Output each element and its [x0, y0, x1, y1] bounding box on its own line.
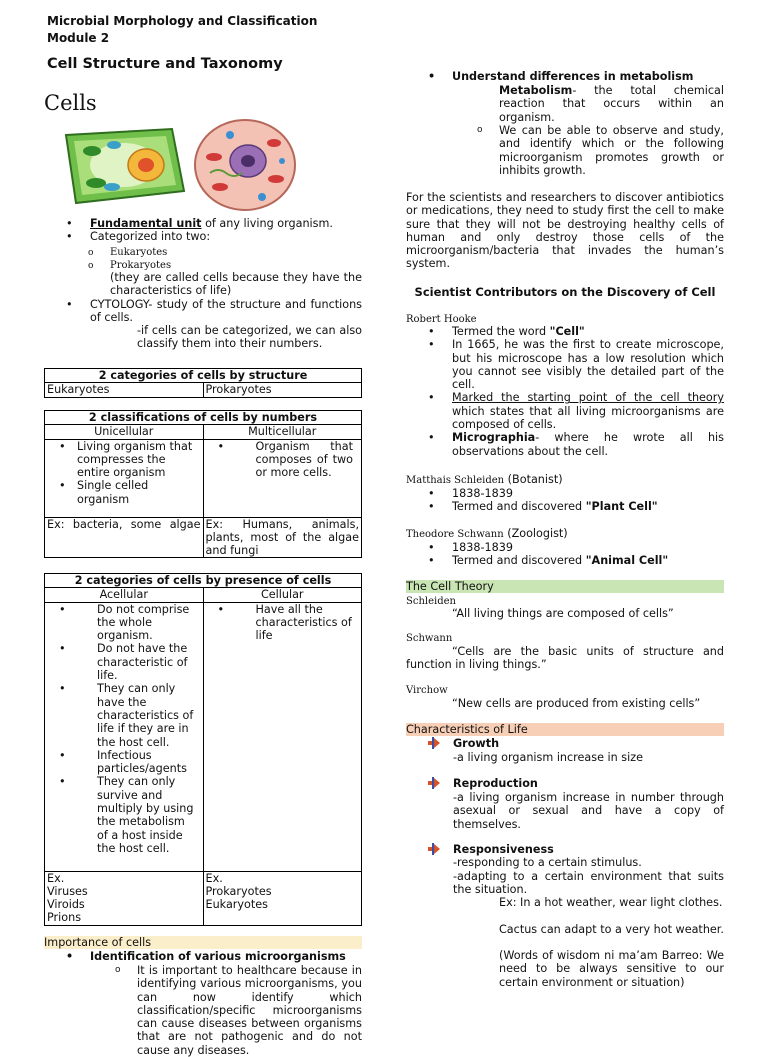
growth-desc: -a living organism increase in size	[453, 751, 643, 764]
presence-table	[44, 573, 362, 926]
responsiveness-ex3: (Words of wisdom ni ma’am Barreo: We need to be always sensitive to our certain environment or situation)	[499, 949, 724, 989]
doc-header-line2: Module 2	[47, 31, 110, 45]
fundamental-unit-term: Fundamental unit	[90, 217, 202, 230]
theory-virchow: Virchow	[406, 685, 448, 696]
hooke-1-term: "Cell"	[549, 325, 585, 338]
responsiveness-label: Responsiveness	[453, 843, 554, 856]
micrographia-term: Micrographia	[452, 431, 536, 445]
schwann-2-text: Termed and discovered	[452, 554, 586, 568]
metabolism-definition	[499, 84, 724, 124]
cells-note: (they are called cells because they have the characteristics of life)	[110, 271, 362, 298]
table-title: 2 categories of cells by structure	[45, 369, 362, 383]
schwann-role: (Zoologist)	[503, 527, 568, 540]
schwann-name-line	[406, 527, 568, 541]
list-item: • Identification of various microorganisms	[90, 950, 362, 963]
list-item: • They can only have the characteristics of life if they are in the host cell.	[47, 682, 201, 748]
theory-virchow-quote: “New cells are produced from existing cells”	[452, 697, 701, 710]
column-header: Unicellular	[45, 425, 204, 439]
characteristics-heading: Characteristics of Life	[406, 723, 724, 736]
structure-table	[44, 368, 362, 398]
table-cell: Ex: Humans, animals, plants, most of the algae and fungi	[203, 517, 362, 558]
arrow-bullet-icon	[428, 843, 440, 855]
hooke-name: Robert Hooke	[406, 314, 477, 325]
list-item: • Do not have the characteristic of life.	[47, 642, 201, 682]
theory-schleiden: Schleiden	[406, 596, 456, 607]
arrow-bullet-icon	[428, 777, 440, 789]
theory-schwann-quote: “Cells are the basic units of structure and function in living things.”	[406, 645, 724, 672]
cell-theory-heading: The Cell Theory	[406, 580, 724, 593]
column-header: Acellular	[45, 588, 204, 602]
list-item	[452, 325, 724, 338]
hooke-4-text: - where he wrote all his observations about the cell.	[452, 431, 724, 458]
importance-sub1	[137, 964, 362, 1057]
numbers-table	[44, 410, 362, 558]
plant-cell-term: "Plant Cell"	[585, 500, 658, 514]
animal-cell-term: "Animal Cell"	[585, 554, 669, 568]
table-line: Prokaryotes	[205, 884, 272, 898]
hooke-list	[452, 325, 724, 458]
responsiveness-desc2: -adapting to a certain environment that suits the situation.	[453, 870, 724, 897]
arrow-bullet-icon	[428, 737, 440, 749]
growth-label: Growth	[453, 737, 500, 750]
list-item: • Understand differences in metabolism	[452, 70, 724, 83]
list-item: • Single celled organism	[47, 479, 201, 506]
eukaryotes-label: o Eukaryotes	[110, 247, 167, 258]
theory-schwann: Schwann	[406, 633, 453, 644]
contributors-heading: Scientist Contributors on the Discovery of Cell	[414, 285, 716, 299]
reproduction-desc: -a living organism increase in number through asexual or sexual and have a copy of themselves.	[453, 791, 724, 831]
cells-heading: Cells	[44, 91, 97, 115]
classify-note: -if cells can be categorized, we can also classify them into their numbers.	[137, 324, 362, 351]
importance-sub1-continued	[499, 0, 724, 71]
schwann-list	[452, 541, 724, 568]
importance-sub2	[499, 124, 724, 177]
table-cell: Prokaryotes	[203, 383, 362, 397]
list-item: • Infectious particles/agents	[47, 749, 201, 776]
list-item: • Categorized into two:	[90, 230, 362, 243]
responsiveness-ex2: Cactus can adapt to a very hot weather.	[499, 923, 724, 936]
list-item	[452, 431, 724, 458]
list-item	[452, 391, 724, 431]
list-item: • Have all the characteristics of life	[206, 603, 360, 643]
list-item: • 1838-1839	[452, 541, 724, 554]
hooke-1-text: Termed the word	[452, 325, 550, 338]
animal-cell-illustration	[192, 117, 298, 213]
doc-header-line1: Microbial Morphology and Classification	[47, 14, 318, 28]
table-line: Prions	[47, 911, 82, 925]
schleiden-name: Matthais Schleiden	[406, 475, 505, 486]
list-item: • They can only survive and multiply by using the metabolism of a host inside the host cell.	[47, 775, 201, 855]
list-item: • In 1665, he was the first to create microscope, but his microscope has a low resolution which you cannot see visibly the detailed part of the cell.	[452, 338, 724, 391]
responsiveness-ex1: Ex: In a hot weather, wear light clothes.	[499, 896, 723, 909]
reproduction-label: Reproduction	[453, 777, 538, 790]
table-cell: Eukaryotes	[45, 383, 204, 397]
table-title: 2 categories of cells by presence of cells	[45, 574, 362, 588]
list-item	[452, 554, 724, 567]
hooke-3-text: which states that all living microorganisms are composed of cells.	[452, 404, 724, 432]
theory-schleiden-quote: “All living things are composed of cells”	[452, 607, 674, 620]
schleiden-list	[452, 487, 724, 514]
table-line: Eukaryotes	[205, 898, 268, 912]
cells-bullet-list	[90, 217, 362, 244]
list-item: • 1838-1839	[452, 487, 724, 500]
table-line: Ex.	[47, 871, 65, 885]
list-item: • Living organism that compresses the entire organism	[47, 440, 201, 480]
plant-cell-illustration	[52, 125, 188, 207]
schleiden-2-text: Termed and discovered	[452, 500, 586, 514]
table-line: Viroids	[47, 898, 85, 912]
fundamental-unit-text: of any living organism.	[201, 217, 333, 230]
metabolism-text: - the total chemical reaction that occurs within an organism.	[499, 84, 724, 124]
schwann-name: Theodore Schwann	[406, 529, 504, 540]
hooke-3-underlined: Marked the starting point of the cell theory	[452, 391, 724, 405]
table-line: Viruses	[47, 884, 88, 898]
cytology-list	[90, 298, 362, 325]
list-item	[90, 217, 362, 230]
importance-list-2	[452, 70, 724, 83]
table-line: Ex.	[205, 871, 223, 885]
table-cell: Ex: bacteria, some algae	[45, 517, 204, 558]
list-item: • CYTOLOGY- study of the structure and functions of cells.	[90, 298, 362, 325]
metabolism-term: Metabolism	[499, 84, 573, 97]
importance-sub2-text: We can be able to observe and study, and identify which or the following microorganism promotes growth or inhibits growth.	[499, 124, 724, 177]
list-item: • Organism that composes of two or more cells.	[206, 440, 360, 480]
list-item	[452, 500, 724, 513]
column-header: Multicellular	[203, 425, 362, 439]
table-title: 2 classifications of cells by numbers	[45, 411, 362, 425]
schleiden-name-line	[406, 473, 563, 487]
section-title: Cell Structure and Taxonomy	[47, 56, 283, 72]
importance-sub1-text: It is important to healthcare because in identifying various microorganisms, you can now identify which classification/specific microorganisms can cause diseases between organisms that are not pathogenic and do not cause any diseases.	[137, 964, 362, 1057]
scientists-paragraph: For the scientists and researchers to discover antibiotics or medications, they need to study first the cell to make sure that they will not be destroying healthy cells of human and only destroy those cells of the microorganism/bacteria that invades the human’s system.	[406, 191, 724, 271]
column-header: Cellular	[203, 588, 362, 602]
prokaryotes-label: o Prokaryotes	[110, 260, 171, 271]
importance-heading: Importance of cells	[44, 936, 362, 949]
responsiveness-desc1: -responding to a certain stimulus.	[453, 856, 642, 869]
importance-list	[90, 950, 362, 963]
eukaryotes-item	[110, 246, 167, 259]
list-item: • Do not comprise the whole organism.	[47, 603, 201, 643]
schleiden-role: (Botanist)	[504, 473, 563, 486]
